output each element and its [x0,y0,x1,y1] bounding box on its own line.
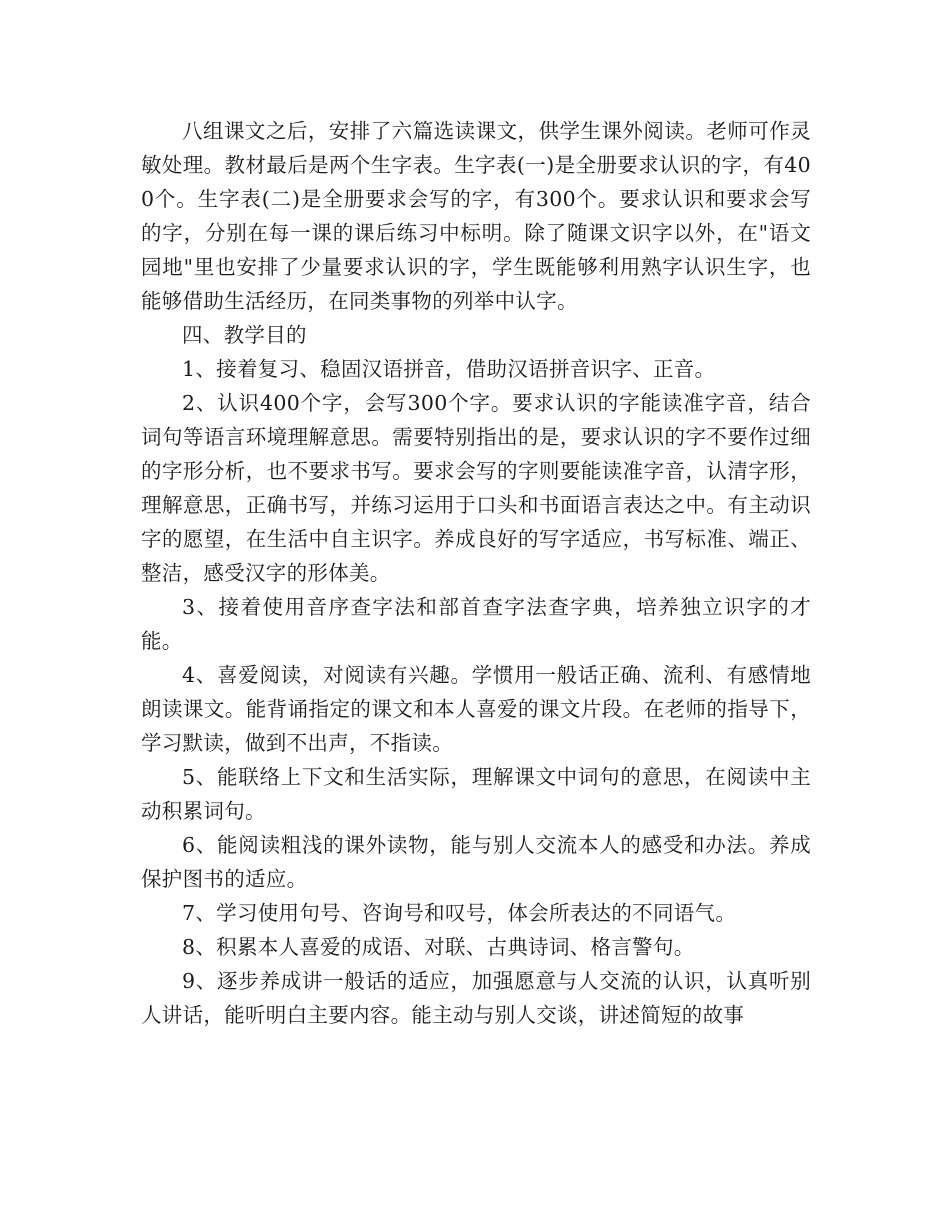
goal-item-5: 5、能联络上下文和生活实际，理解课文中词句的意思，在阅读中主动积累词句。 [141,765,811,823]
goal-item-6: 6、能阅读粗浅的课外读物，能与别人交流本人的感受和办法。养成保护图书的适应。 [141,833,811,891]
goal-item-3: 3、接着使用音序查字法和部首查字法查字典，培养独立识字的才能。 [141,595,811,653]
document-page [141,114,811,1032]
goal-item-7: 7、学习使用句号、咨询号和叹号，体会所表达的不同语气。 [182,901,737,925]
paragraph-intro: 八组课文之后，安排了六篇选读课文，供学生课外阅读。老师可作灵敏处理。教材最后是两个生字表。生字表(一)是全册要求认识的字，有400个。生字表(二)是全册要求会写的字，有300个。要求认识和要求会写的字，分别在每一课的课后练习中标明。除了随课文识字以外，在"语文园地"里也安排了少量要求认识的字，学生既能够利用熟字认识生字，也能够借助生活经历，在同类事物的列举中认字。 [141,119,811,313]
goal-item-9: 9、逐步养成讲一般话的适应，加强愿意与人交流的认识，认真听别人讲话，能听明白主要内容。能主动与别人交谈，讲述简短的故事 [141,969,811,1027]
goal-item-4: 4、喜爱阅读，对阅读有兴趣。学惯用一般话正确、流利、有感情地朗读课文。能背诵指定的课文和本人喜爱的课文片段。在老师的指导下，学习默读，做到不出声，不指读。 [141,663,811,755]
goal-item-8: 8、积累本人喜爱的成语、对联、古典诗词、格言警句。 [182,935,695,959]
goal-item-1: 1、接着复习、稳固汉语拼音，借助汉语拼音识字、正音。 [182,357,716,381]
goal-item-2: 2、认识400个字，会写300个字。要求认识的字能读准字音，结合词句等语言环境理解意思。需要特别指出的是，要求认识的字不要作过细的字形分析，也不要求书写。要求会写的字则要能读准字音，认清字形，理解意思，正确书写，并练习运用于口头和书面语言表达之中。有主动识字的愿望，在生活中自主识字。养成良好的写字适应，书写标准、端正、整洁，感受汉字的形体美。 [141,391,811,585]
section-heading-teaching-goals: 四、教学目的 [182,323,307,347]
